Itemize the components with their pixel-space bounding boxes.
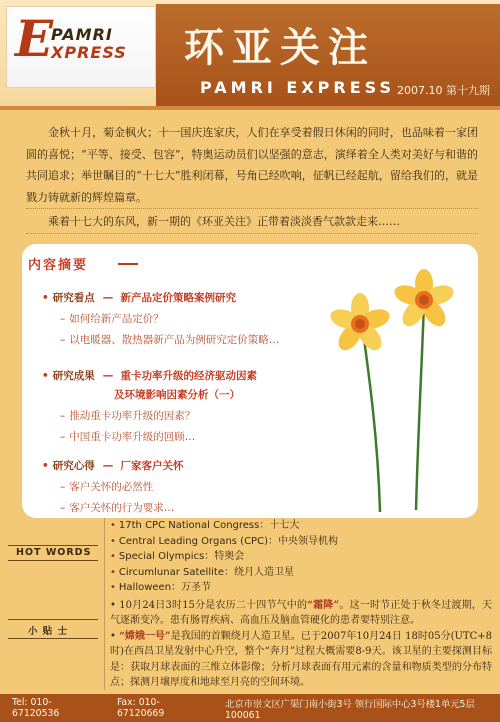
tip-change1 <box>110 629 492 691</box>
dash-icon: – <box>60 313 66 325</box>
bullet-icon: • <box>110 630 120 642</box>
tip-highlight: “霜降” <box>307 600 340 611</box>
dash-icon: – <box>60 410 66 422</box>
bullet-icon: • <box>110 600 120 611</box>
section-label: 研究成果 <box>52 370 95 382</box>
content-summary-title: 内容摘要 <box>28 258 89 273</box>
hotword-text: 17th CPC National Congress：十七大 <box>118 520 300 531</box>
section-topic-text: 厂家客户关怀 <box>120 460 184 472</box>
item-text: 中国重卡功率升级的回顾… <box>69 431 196 443</box>
content-summary-panel <box>22 244 478 518</box>
header-divider <box>0 106 500 110</box>
section-item <box>60 500 184 515</box>
dash-icon: – <box>60 481 66 493</box>
section-topic-text: 重卡功率升级的经济驱动因素 <box>120 370 258 382</box>
dash-icon: – <box>60 334 66 346</box>
tips-text <box>110 598 492 690</box>
section-research-highlights <box>42 290 279 347</box>
hotwords-rule-bottom <box>8 560 98 561</box>
logo-pamri-text: PAMRI <box>51 25 113 44</box>
title-band <box>156 4 500 106</box>
tips-rule-bottom <box>8 638 98 639</box>
item-text: 以电暖器、散热器新产品为例研究定价策略… <box>69 334 280 346</box>
section-head <box>42 458 184 473</box>
hotword-item <box>110 580 490 596</box>
hotwords-list <box>110 518 490 596</box>
footer-tel: Tel: 010-67120536 <box>12 697 60 719</box>
logo-express-text: XPRESS <box>51 43 127 62</box>
item-text: 如何给新产品定价？ <box>69 313 164 325</box>
footer-fax: Fax: 010-67120669 <box>116 697 165 719</box>
hotword-item <box>110 565 490 581</box>
section-item <box>60 429 257 444</box>
title-underline <box>118 263 138 265</box>
tip-highlight: “嫦娥一号” <box>119 630 171 642</box>
header <box>0 0 500 110</box>
bullet-icon: • <box>42 370 49 382</box>
bullet-icon: • <box>110 566 116 578</box>
tip-text: 是我国的首颗绕月人造卫星。已于2007年10月24日 18时05分(UTC+8时)在西昌卫星发射中心升空，整个“奔月”过程大概需要8-9天。该卫星的主要探测目标是：获取月球表面的三维立体影像；分析月球表面有用元素的含量和物质类型的分布特点；探测月壤厚度和地球至月亮的空间环境。 <box>110 630 492 689</box>
tip-text: 10月24日3时15分是农历二十四节气中的 <box>119 600 308 611</box>
intro-paragraph-2: 乘着十七大的东风，新一期的《环亚关注》正带着淡淡香气款款走来…… <box>26 211 478 234</box>
tip-text: 。这一时节正处于秋冬过渡期，天气逐渐变冷。患有肠胃疾病、高血压及脑血管硬化的患者要特别注意。 <box>110 600 492 627</box>
hotword-text: Halloween：万圣节 <box>118 582 212 594</box>
issue-date: 2007.10 第十九期 <box>397 84 490 97</box>
tip-frost <box>110 598 492 629</box>
newsletter-subtitle: PAMRI EXPRESS <box>200 78 395 97</box>
tips-rule-top <box>8 619 98 620</box>
section-topic-line-2: 及环境影响因素分析（一） <box>114 389 240 401</box>
hotword-item <box>110 518 490 534</box>
vertical-divider <box>104 518 105 690</box>
newsletter-title: 环亚关注 <box>184 24 376 71</box>
section-item <box>60 408 257 423</box>
section-topic: — 厂家客户关怀 <box>102 460 184 472</box>
daffodil-flowers-image <box>320 262 470 514</box>
intro-text <box>26 122 478 234</box>
footer-address: 北京市崇文区广渠门南小街3号 领行国际中心3号楼1单元5层 100061 <box>225 698 475 721</box>
section-item <box>60 332 279 347</box>
section-label: 研究看点 <box>52 292 95 304</box>
bullet-icon: • <box>42 460 49 472</box>
hotword-text: Central Leading Organs (CPC)：中央领导机构 <box>118 535 338 547</box>
bullet-icon: • <box>110 582 116 594</box>
hotword-text: Circumlunar Satellite：绕月人造卫星 <box>118 566 294 578</box>
section-item <box>60 479 184 494</box>
tips-label: 小 贴 士 <box>28 626 69 637</box>
bullet-icon: • <box>42 292 49 304</box>
section-head <box>42 368 257 383</box>
item-text: 推动重卡功率升级的因素？ <box>69 410 196 422</box>
pamri-logo <box>6 6 156 88</box>
intro-paragraph-1: 金秋十月，菊金枫火；十一国庆连家庆，人们在享受着假日休闲的同时，也品味着一家团圆的喜悦；“平等、接受、包容”，特奥运动员们以坚强的意志，演绎着全人类对美好与和谐的共同追求；举世瞩目的“十七大”胜利闭幕，号角已经吹响，征帆已经起航，留给我们的，就是戮力铸就新的辉煌篇章。 <box>26 122 478 209</box>
section-head <box>42 290 279 305</box>
section-topic: — 新产品定价策略案例研究 <box>102 292 237 304</box>
hotword-text: Special Olympics：特奥会 <box>118 551 245 563</box>
item-text: 客户关怀的必然性 <box>69 481 154 493</box>
section-research-insights <box>42 458 184 515</box>
footer <box>0 694 500 722</box>
section-research-results <box>42 368 257 444</box>
dash-icon: – <box>60 502 66 514</box>
bullet-icon: • <box>110 535 116 547</box>
hotwords-rule-top <box>8 545 98 546</box>
logo-letter-e: E <box>15 9 54 68</box>
bullet-icon: • <box>110 551 116 563</box>
hotwords-label: HOT WORDS <box>16 547 92 558</box>
hotword-item <box>110 534 490 550</box>
hotword-item <box>110 549 490 565</box>
section-label: 研究心得 <box>52 460 95 472</box>
item-text: 客户关怀的行为要求… <box>69 502 175 514</box>
bullet-icon: • <box>110 520 116 531</box>
section-topic: — 重卡功率升级的经济驱动因素 <box>102 370 258 382</box>
dash-icon: – <box>60 431 66 443</box>
section-item <box>60 311 279 326</box>
section-topic-text: 新产品定价策略案例研究 <box>120 292 237 304</box>
